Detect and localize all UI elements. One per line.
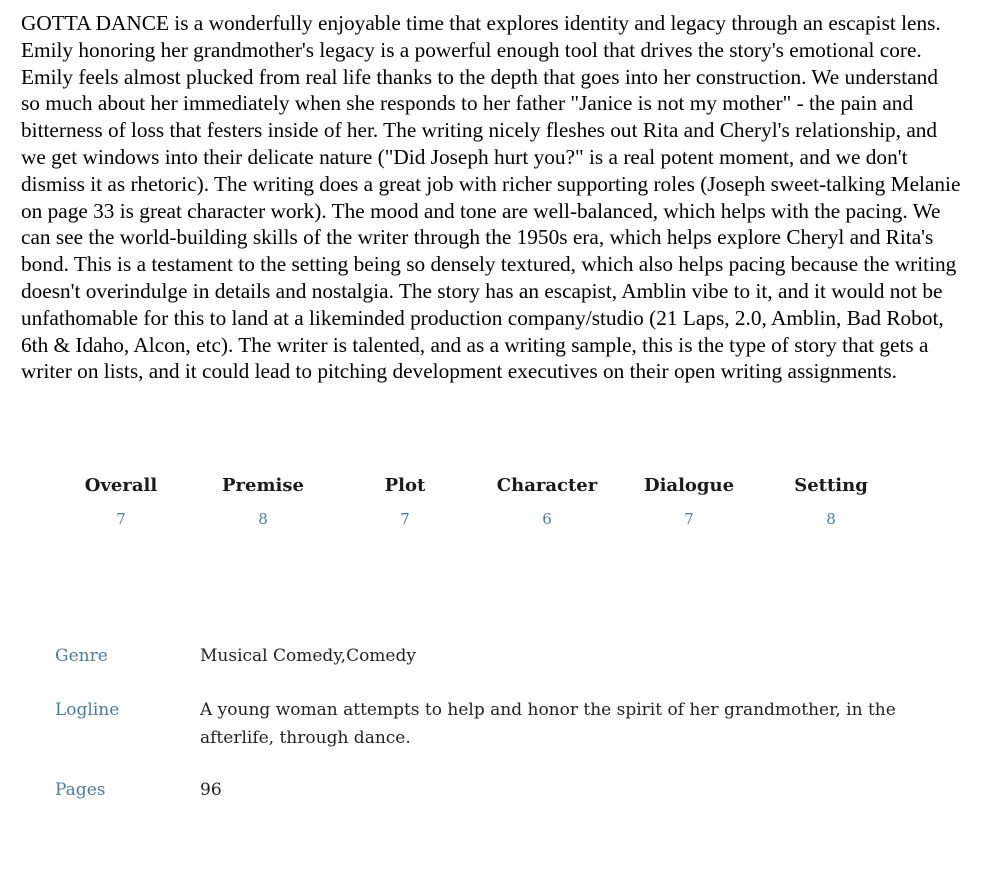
score-label: Character [496,475,598,496]
genre-label: Genre [55,646,108,666]
score-label: Dialogue [643,475,735,496]
score-value: 8 [258,510,268,528]
score-setting [760,474,902,529]
logline-value: A young woman attempts to help and honor the spirit of her grandmother, in the afterlife, through dance. [200,700,896,748]
score-dialogue [618,474,760,529]
review-paragraph: GOTTA DANCE is a wonderfully enjoyable time that explores identity and legacy through an escapist lens. Emily honoring her grandmother's legacy is a powerful enough tool that drives the story's emotional core. Emily feels almost plucked from real life thanks to the depth that goes into her construction. We understand so much about her immediately when she responds to her father "Janice is not my mother" - the pain and bitterness of loss that festers inside of her. The writing nicely fleshes out Rita and Cheryl's relationship, and we get windows into their delicate nature ("Did Joseph hurt you?" is a real potent moment, and we don't dismiss it as rhetoric). The writing does a great job with richer supporting roles (Joseph sweet-talking Melanie on page 33 is great character work). The mood and tone are well-balanced, which helps with the pacing. We can see the world-building skills of the writer through the 1950s era, which helps explore Cheryl and Rita's bond. This is a testament to the setting being so densely textured, which also helps pacing because the writing doesn't overindulge in details and nostalgia. The story has an escapist, Amblin vibe to it, and it would not be unfathomable for this to land at a likeminded production company/studio (21 Laps, 2.0, Amblin, Bad Robot, 6th & Idaho, Alcon, etc). The writer is talented, and as a writing sample, this is the type of story that gets a writer on lists, and it could lead to pitching development executives on their open writing assignments. [21,11,961,384]
pages-value: 96 [200,780,222,800]
logline-row [55,696,935,776]
score-label: Premise [222,475,304,496]
score-premise [192,474,334,529]
logline-label: Logline [55,700,120,720]
score-overall [50,474,192,529]
pages-row [55,776,935,806]
score-value: 8 [826,510,836,528]
score-character [476,474,618,529]
score-label: Setting [794,475,868,496]
score-plot [334,474,476,529]
script-details [55,642,935,806]
genre-row [55,642,935,696]
score-value: 6 [542,510,552,528]
score-label: Plot [384,475,426,496]
score-value: 7 [400,510,410,528]
genre-value: Musical Comedy,Comedy [200,646,416,666]
score-label: Overall [84,475,158,496]
score-value: 7 [116,510,126,528]
scores-table [50,474,902,529]
score-value: 7 [684,510,694,528]
pages-label: Pages [55,780,106,800]
